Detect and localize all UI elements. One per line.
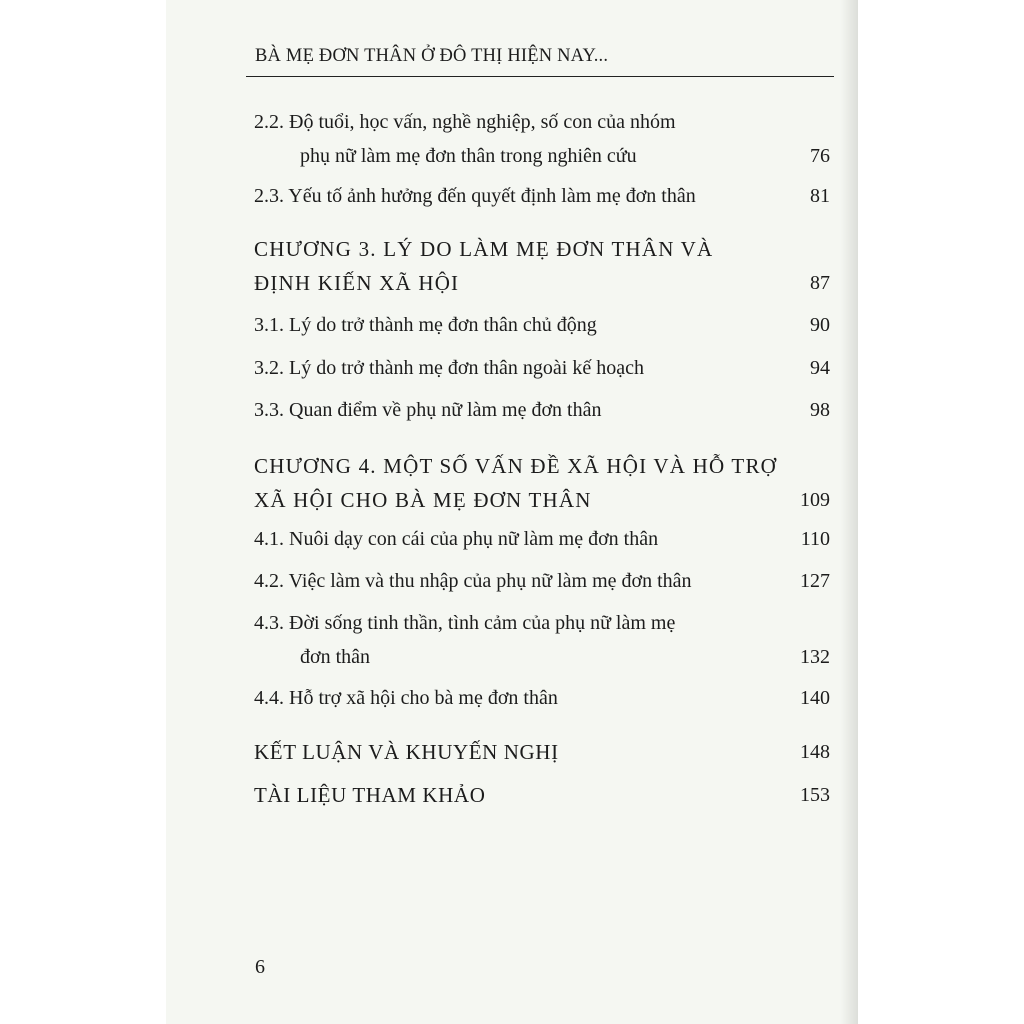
toc-entry <box>254 525 830 553</box>
running-header: BÀ MẸ ĐƠN THÂN Ở ĐÔ THỊ HIỆN NAY... <box>255 46 609 66</box>
toc-back-matter-title: KẾT LUẬN VÀ KHUYẾN NGHỊ <box>254 740 559 764</box>
toc-entry <box>254 108 830 170</box>
toc-chapter-title-continued: XÃ HỘI CHO BÀ MẸ ĐƠN THÂN <box>254 488 592 512</box>
toc-entry-title: 3.1. Lý do trở thành mẹ đơn thân chủ động <box>254 314 597 336</box>
toc-page-number: 76 <box>810 145 830 167</box>
toc-chapter <box>254 235 830 297</box>
toc-entry <box>254 311 830 339</box>
toc-page-number: 153 <box>800 784 830 806</box>
toc-entry <box>254 396 830 424</box>
toc-entry <box>254 567 830 595</box>
toc-back-matter <box>254 738 830 766</box>
toc-entry-title: 3.2. Lý do trở thành mẹ đơn thân ngoài kế hoạch <box>254 357 644 379</box>
toc-entry-title: 4.2. Việc làm và thu nhập của phụ nữ làm mẹ đơn thân <box>254 570 692 592</box>
toc-back-matter-title: TÀI LIỆU THAM KHẢO <box>254 783 486 807</box>
toc-page-number: 109 <box>800 489 830 511</box>
toc-entry-title-continued: đơn thân <box>300 646 371 668</box>
page-number-folio: 6 <box>255 956 265 978</box>
toc-entry <box>254 182 830 210</box>
toc-back-matter <box>254 781 830 809</box>
toc-page-number: 87 <box>810 272 830 294</box>
toc-entry <box>254 684 830 712</box>
toc-page-number: 132 <box>800 646 830 668</box>
toc-entry-title-continued: phụ nữ làm mẹ đơn thân trong nghiên cứu <box>300 145 637 167</box>
toc-page-number: 140 <box>800 687 830 709</box>
toc-entry-title: 4.4. Hỗ trợ xã hội cho bà mẹ đơn thân <box>254 687 558 709</box>
toc-chapter-title: CHƯƠNG 4. MỘT SỐ VẤN ĐỀ XÃ HỘI VÀ HỖ TRỢ <box>254 454 778 478</box>
toc-chapter <box>254 452 830 514</box>
toc-chapter-title-continued: ĐỊNH KIẾN XÃ HỘI <box>254 271 460 295</box>
toc-page-number: 110 <box>800 528 830 550</box>
toc-chapter-title: CHƯƠNG 3. LÝ DO LÀM MẸ ĐƠN THÂN VÀ <box>254 237 714 261</box>
toc-entry-title: 3.3. Quan điểm về phụ nữ làm mẹ đơn thân <box>254 399 602 421</box>
toc-entry <box>254 609 830 671</box>
toc-entry <box>254 354 830 382</box>
toc-page-number: 81 <box>810 185 830 207</box>
toc-entry-title: 4.1. Nuôi dạy con cái của phụ nữ làm mẹ đơn thân <box>254 528 659 550</box>
toc-entry-title: 2.3. Yếu tố ảnh hưởng đến quyết định làm mẹ đơn thân <box>254 185 696 207</box>
toc-page-number: 127 <box>800 570 830 592</box>
toc-page-number: 90 <box>810 314 830 336</box>
toc-page-number: 148 <box>800 741 830 763</box>
toc-page-number: 94 <box>810 357 830 379</box>
toc-page-number: 98 <box>810 399 830 421</box>
toc-entry-title: 4.3. Đời sống tinh thần, tình cảm của phụ nữ làm mẹ <box>254 612 676 634</box>
toc-entry-title: 2.2. Độ tuổi, học vấn, nghề nghiệp, số con của nhóm <box>254 111 676 133</box>
